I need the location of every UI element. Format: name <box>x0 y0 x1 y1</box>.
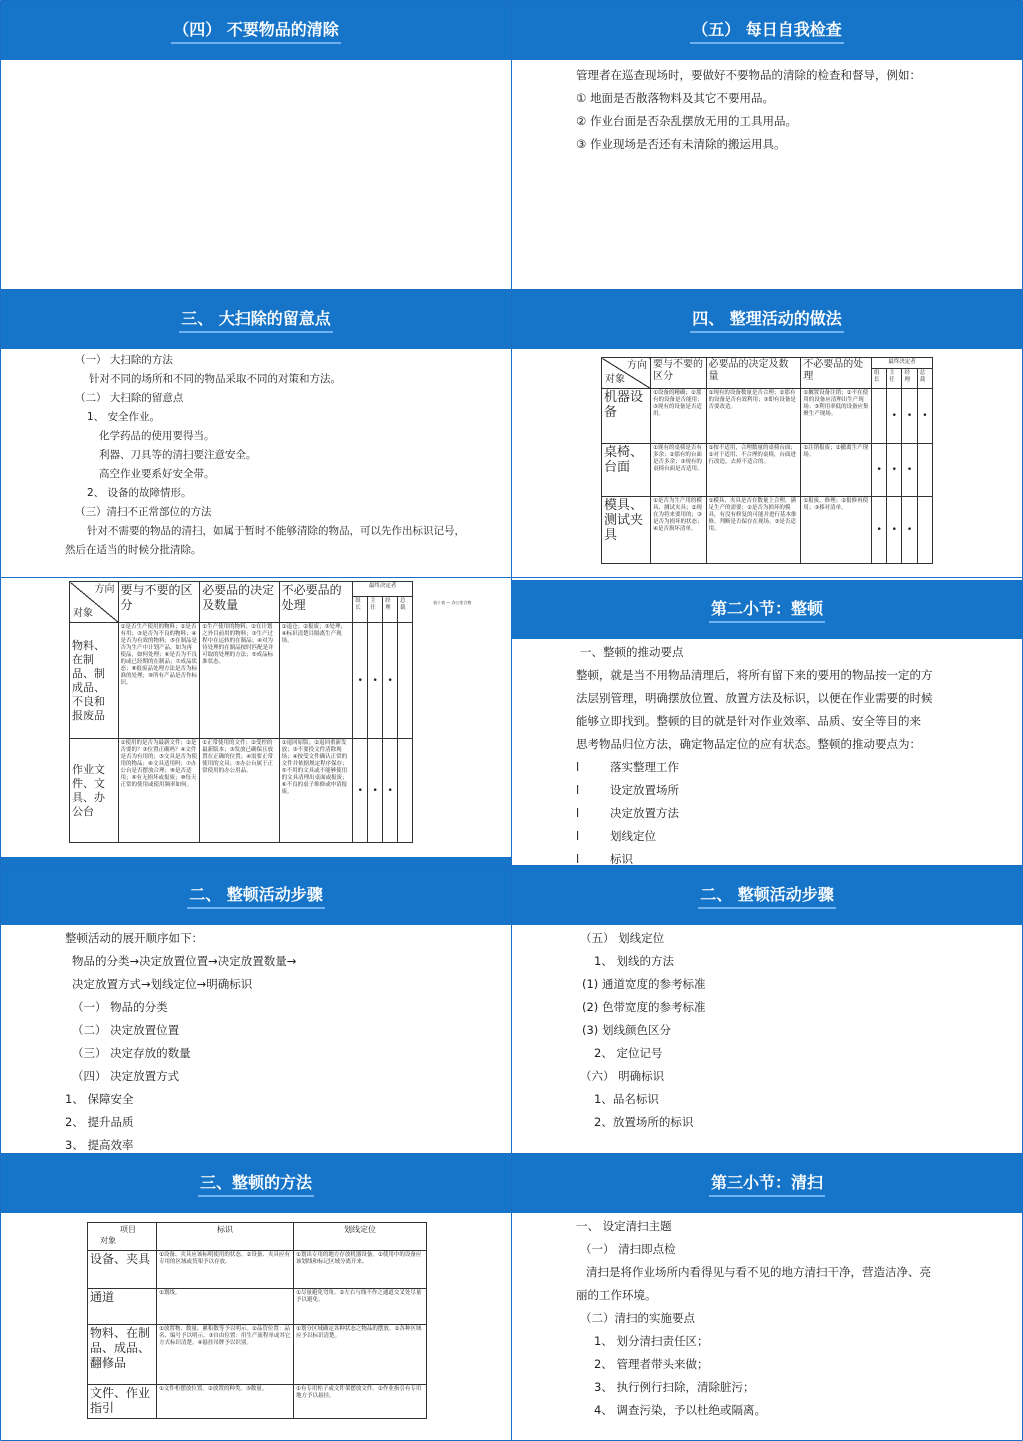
text-line: 丽的工作环境。 <box>576 1288 657 1302</box>
col-header: 不必要品的处理 <box>801 358 872 389</box>
dir-label: 方向 <box>626 360 647 371</box>
text-line: 4、 调查污染，予以杜绝或隔离。 <box>594 1403 766 1417</box>
text-line: 能够立即找到。整顿的目的就是针对作业效率、品质、安全等目的来 <box>576 714 921 728</box>
slide-title: 三、整顿的方法 <box>198 1170 314 1197</box>
bullet-mark: l <box>576 829 580 843</box>
text-line: ② 作业台面是否杂乱摆放无用的工具用品。 <box>576 114 797 128</box>
text-line: 3、 提高效率 <box>65 1138 134 1152</box>
decision-dot <box>871 389 886 444</box>
decision-dot: • <box>902 497 917 564</box>
cell: ①退回原版；②退回重新发放；③不要投文件清除现场；④按受文件确认正常的文件并依据规定程序保存；⑤不用的文具或不能够使用的文具清理出桌面或报废；⑥不良的桌子维修或申请报废。 <box>279 739 353 843</box>
table-row <box>70 739 413 843</box>
bullet-mark: l <box>576 852 580 865</box>
slide-header <box>512 580 1022 639</box>
table-row <box>88 1289 427 1325</box>
slide-body <box>1 349 511 560</box>
slide-title: 二、 整顿活动步骤 <box>698 882 836 909</box>
bullet-item <box>576 848 1022 865</box>
col-header: 必要品的决定及数量 <box>706 358 801 389</box>
cell: ①是否生产使用的物料；②是否有用；③是否为不良的物料；④是否为有效的物料；⑤在制品是否为生产中计划产品，如为再使品，如何处理；⑥是否为不良的或已经期的在制品；⑦成品状态；⑧报废品处理方法是否为标准的处理；⑨所有产品是否作标识。 <box>118 623 200 739</box>
sorting-table <box>601 357 933 564</box>
text-line: 3、 执行例行扫除，清除脏污； <box>594 1380 755 1394</box>
col-header: 要与不要的区分 <box>650 358 706 389</box>
bullet-mark: l <box>576 783 580 797</box>
text-line: 一、 设定清扫主题 <box>576 1219 672 1233</box>
slide-header <box>512 866 1022 925</box>
text-line: 决定放置方式→划线定位→明确标识 <box>72 977 253 991</box>
table-row <box>602 389 933 444</box>
bullet-mark: l <box>576 760 580 774</box>
role-header: 总裁 <box>398 597 413 623</box>
slide-body <box>1 925 511 1153</box>
text-line: （三）清扫不正常部位的方法 <box>75 506 212 518</box>
decision-dot: • <box>887 497 902 564</box>
decision-dot: • <box>383 623 398 739</box>
slide-set-in-order <box>512 578 1022 865</box>
text-line: 1、 安全作业。 <box>87 411 161 423</box>
role-header: 主任 <box>887 369 902 389</box>
role-header: 组长 <box>353 597 368 623</box>
text-line: 化学药品的使用要得当。 <box>99 430 215 442</box>
text-line: 一、整顿的推动要点 <box>580 645 684 659</box>
cell: ①报废、修理；②报修再使用；③移对清单。 <box>801 497 872 564</box>
role-header: 经理 <box>383 597 398 623</box>
row-object: 桌椅、台面 <box>602 444 651 497</box>
slide-body <box>512 925 1022 1134</box>
slide-header <box>512 1 1022 60</box>
table-row <box>88 1385 427 1419</box>
cell: ①划线。 <box>157 1289 294 1325</box>
role-header: 主任 <box>368 597 383 623</box>
cell: ①现有的桌椅是否有多余；②那有的台面是否多余；③现有的桌椅台面是否适用。 <box>650 444 706 497</box>
cell: ①使用的是否为最新文件；②是否要的？③位置正确吗？④文件是否为有用的；⑤文具是否为使用的物品；⑥文具适用吗；⑦办公台是否摆放合理；⑧是否适用；⑨有无损坏或报废；⑩每天正常的使用或使用频率如何。 <box>118 739 200 843</box>
slide-title: （四） 不要物品的清除 <box>171 17 341 44</box>
text-line: 清扫是将作业场所内看得见与看不见的地方清扫干净，营造洁净、亮 <box>586 1265 931 1279</box>
text-line: 2、 管理者带头来做； <box>594 1357 709 1371</box>
text-line: （六） 明确标识 <box>580 1069 665 1083</box>
col-header: 不必要品的处理 <box>279 582 353 623</box>
text-line: （五） 划线定位 <box>580 931 665 945</box>
table-row <box>602 444 933 497</box>
decision-dot <box>917 444 932 497</box>
obj-label: 对象 <box>100 1236 116 1245</box>
decision-dot: • <box>887 389 902 444</box>
slide-order-methods <box>1 1154 511 1441</box>
slide-title: 第三小节：清扫 <box>709 1170 825 1197</box>
sorting-table <box>69 581 413 843</box>
slide-body <box>512 60 1022 156</box>
text-line: (2) 色带宽度的参考标准 <box>582 1000 706 1014</box>
decision-dot: • <box>917 389 932 444</box>
table-row <box>88 1325 427 1385</box>
slide-title: 三、 大扫除的留意点 <box>179 306 333 333</box>
decision-dot: • <box>887 444 902 497</box>
final-decider-header: 最终决定者 <box>871 358 932 369</box>
text-line: （四） 决定放置方式 <box>72 1069 180 1083</box>
bullet-item <box>576 756 1022 779</box>
text-line: 物品的分类→决定放置位置→决定放置数量→ <box>72 954 297 968</box>
decision-dot: • <box>871 497 886 564</box>
text-line: 法层别管理，明确摆放位置、放置方法及标识，以便在作业需要的时候 <box>576 691 933 705</box>
decision-dot: • <box>353 623 368 739</box>
slide-body <box>512 1213 1022 1422</box>
slide-header <box>1 1 511 60</box>
obj-label: 对象 <box>73 608 93 619</box>
row-object: 模具、测试夹具 <box>602 497 651 564</box>
slide-header <box>1 290 511 349</box>
cell: ①现有的设备数量是否合理；②那有的设备是否有效利用；③即有设备是否要改造。 <box>706 389 801 444</box>
decision-dot: • <box>368 739 383 843</box>
decision-dot <box>398 739 413 843</box>
bullet-text: 设定放置场所 <box>610 783 679 797</box>
row-object: 物料、在制品、制成品、不良和报废品 <box>70 623 119 739</box>
col-header: 要与不要的区分 <box>118 582 200 623</box>
text-line: (3) 划线颜色区分 <box>582 1023 671 1037</box>
text-line: 1、 划分清扫责任区； <box>594 1334 709 1348</box>
slide-shine <box>512 1154 1022 1441</box>
text-line: 然后在适当的时候分批清除。 <box>65 544 202 556</box>
decision-dot: • <box>353 739 368 843</box>
text-line: ③ 作业现场是否还有未清除的搬运用具。 <box>576 137 786 151</box>
text-line: 2、 设备的故障情形。 <box>87 487 192 499</box>
decision-dot: • <box>902 389 917 444</box>
table-corner-header <box>88 1223 157 1251</box>
text-line: （三） 决定存放的数量 <box>72 1046 191 1060</box>
bullet-text: 落实整理工作 <box>610 760 679 774</box>
text-line: 1、品名标识 <box>594 1092 659 1106</box>
text-line: (1) 通道宽度的参考标准 <box>582 977 706 991</box>
cell: ①退仓；②报废；③处理；④标识清楚目隔离生产现场。 <box>279 623 353 739</box>
obj-label: 对象 <box>605 374 625 385</box>
row-object: 文件、作业指引 <box>88 1385 157 1419</box>
text-line: （二） 大扫除的留意点 <box>75 392 184 404</box>
decision-dot <box>917 497 932 564</box>
cell: ①按不适用，合理数量的桌椅台面；②对于适用、不合理的桌椅，台面进行改造，去掉不适合的。 <box>706 444 801 497</box>
col-header: 划线定位 <box>294 1223 427 1251</box>
bullet-mark: l <box>576 806 580 820</box>
decision-dot: • <box>368 623 383 739</box>
bullet-item <box>576 802 1022 825</box>
slide-body <box>512 639 1022 865</box>
decision-dot: • <box>871 444 886 497</box>
row-object: 设备、夹具 <box>88 1251 157 1289</box>
text-line: （二） 决定放置位置 <box>72 1023 180 1037</box>
text-line: ① 地面是否散落物料及其它不要用品。 <box>576 91 774 105</box>
slide-order-steps <box>1 866 511 1153</box>
row-object: 物料、在制品、成品、翻修品 <box>88 1325 157 1385</box>
cell: ①设备、夹具应该标明使用的状态。②设备、夹具应有专用的区域或货架予以存放。 <box>157 1251 294 1289</box>
slide-remove-unneeded-items <box>1 1 511 288</box>
role-header: 经理 <box>902 369 917 389</box>
cell: ①设备的精确；②那有的设备是否能用；③现有的设备是否适用。 <box>650 389 706 444</box>
table-row <box>88 1251 427 1289</box>
table-row <box>70 623 413 739</box>
cell: ①划分区域确定各种状态之物品的摆放。②各种区域应予以标识清楚。 <box>294 1325 427 1385</box>
bullet-item <box>576 825 1022 848</box>
slide-cleaning-notes <box>1 290 511 577</box>
slide-header <box>1 1154 511 1213</box>
decision-dot: • <box>383 739 398 843</box>
row-object: 通道 <box>88 1289 157 1325</box>
slide-header <box>512 290 1022 349</box>
slide-sorting-methods <box>512 290 1022 577</box>
dir-label: 方向 <box>94 584 115 595</box>
row-object: 作业文件、文具、办公台 <box>70 739 119 843</box>
order-methods-table <box>87 1222 427 1419</box>
slide-title: 四、 整理活动的做法 <box>690 306 844 333</box>
cell: ①有专用柜子或文件架摆放文件。②作业指引有专用地方予以悬挂。 <box>294 1385 427 1419</box>
row-object: 机器设备 <box>602 389 651 444</box>
cell: ①模具、夹具是否在数量上合理，满足生产的需要；②是否为损坏的模具，有没有修复的可能并进行基本维修，判断是否保存在现场。③是否适用。 <box>706 497 801 564</box>
text-line: 2、放置场所的标识 <box>594 1115 694 1129</box>
cell: ①尽量避免弯角。②左右与线不作之通道交叉处尽量予以避免。 <box>294 1289 427 1325</box>
slide-title: 第二小节：整顿 <box>709 596 825 623</box>
text-line: （一） 清扫即点检 <box>580 1242 676 1256</box>
bullet-text: 决定放置方法 <box>610 806 679 820</box>
item-label: 项目 <box>120 1225 136 1234</box>
slide-sorting-table-continued <box>1 578 511 865</box>
slide-order-steps-2 <box>512 866 1022 1153</box>
text-line: 高空作业要系好安全带。 <box>99 468 215 480</box>
text-line: （一） 物品的分类 <box>72 1000 168 1014</box>
text-line: 针对不同的场所和不同的物品采取不同的对策和方法。 <box>89 373 341 385</box>
cell: ①文件柜摆放位置。②放置的种类。③数量。 <box>157 1385 294 1419</box>
cell: ①注销报废；②撤离生产现场。 <box>801 444 872 497</box>
col-header: 必要品的决定及数量 <box>200 582 280 623</box>
col-header: 标识 <box>157 1223 294 1251</box>
cell: ①是否为生产用的模具、测试夹具；②现在为将来要用的；③是否为损坏的状态；④是否损坏清单。 <box>650 497 706 564</box>
slide-daily-self-check <box>512 1 1022 288</box>
text-line: 1、 划线的方法 <box>594 954 674 968</box>
final-decider-header: 最终决定者 <box>353 582 413 597</box>
table-corner-header <box>602 358 651 389</box>
text-line: 利器、刀具等的清扫要注意安全。 <box>99 449 257 461</box>
slide-header <box>1 866 511 925</box>
slide-title: 二、 整顿活动步骤 <box>187 882 325 909</box>
text-line: 2、 提升品质 <box>65 1115 134 1129</box>
text-line: 思考物品归位方法，确定物品定位的应有状态。整顿的推动要点为： <box>576 737 921 751</box>
side-note: 表十表 — 办公室合格 <box>433 600 472 605</box>
bullet-text: 标识 <box>610 852 633 865</box>
bullet-text: 划线定位 <box>610 829 656 843</box>
text-line: （一） 大扫除的方法 <box>75 354 173 366</box>
table-row <box>602 497 933 564</box>
text-line: 1、 保障安全 <box>65 1092 134 1106</box>
role-header: 总裁 <box>917 369 932 389</box>
text-line: 管理者在巡查现场时，要做好不要物品的清除的检查和督导，例如： <box>576 68 921 82</box>
text-line: 整顿活动的展开顺序如下： <box>65 931 203 945</box>
cell: ①搁置设备注销；②不在使用的设备应清理出生产现场；③利用率低的设备应集聚生产现场。 <box>801 389 872 444</box>
cell: ①正常使用的文件；②受控的最新版本；③发放已确保且放置在正确的位置；④需要正常使用的文具；⑤办公台属于正常使用的办公用品。 <box>200 739 280 843</box>
text-line: 整顿，就是当不用物品清理后，将所有留下来的要用的物品按一定的方 <box>576 668 933 682</box>
decision-dot: • <box>902 444 917 497</box>
text-line: （二）清扫的实施要点 <box>580 1311 695 1325</box>
cell: ①划出专用的地方存放机器设备。②使用中的设备应该划线和标记区域分离开来。 <box>294 1251 427 1289</box>
cell: ①放置物、数量、累积数等予以明示。②品管位置：品名、编号予以明示。③自由位置：用生产流程单或其它方式标识清楚。④悬挂吊牌予以识别。 <box>157 1325 294 1385</box>
slide-title: （五） 每日自我检查 <box>690 17 844 44</box>
table-corner-header <box>70 582 119 623</box>
text-line: 2、 定位记号 <box>594 1046 663 1060</box>
decision-dot <box>398 623 413 739</box>
role-header: 组长 <box>871 369 886 389</box>
bullet-item <box>576 779 1022 802</box>
text-line: 针对不需要的物品的清扫，如属于暂时不能够清除的物品，可以先作出标识记号， <box>87 525 465 537</box>
next-slide-header-strip <box>1 857 511 865</box>
cell: ①生产使用的物料；②在计划之外目前用的物料；③生产过程中在运转的在制品；④对为待处理的在制品按时匹配是并可取的处理的方法；⑤成品标准状态。 <box>200 623 280 739</box>
slide-header <box>512 1154 1022 1213</box>
